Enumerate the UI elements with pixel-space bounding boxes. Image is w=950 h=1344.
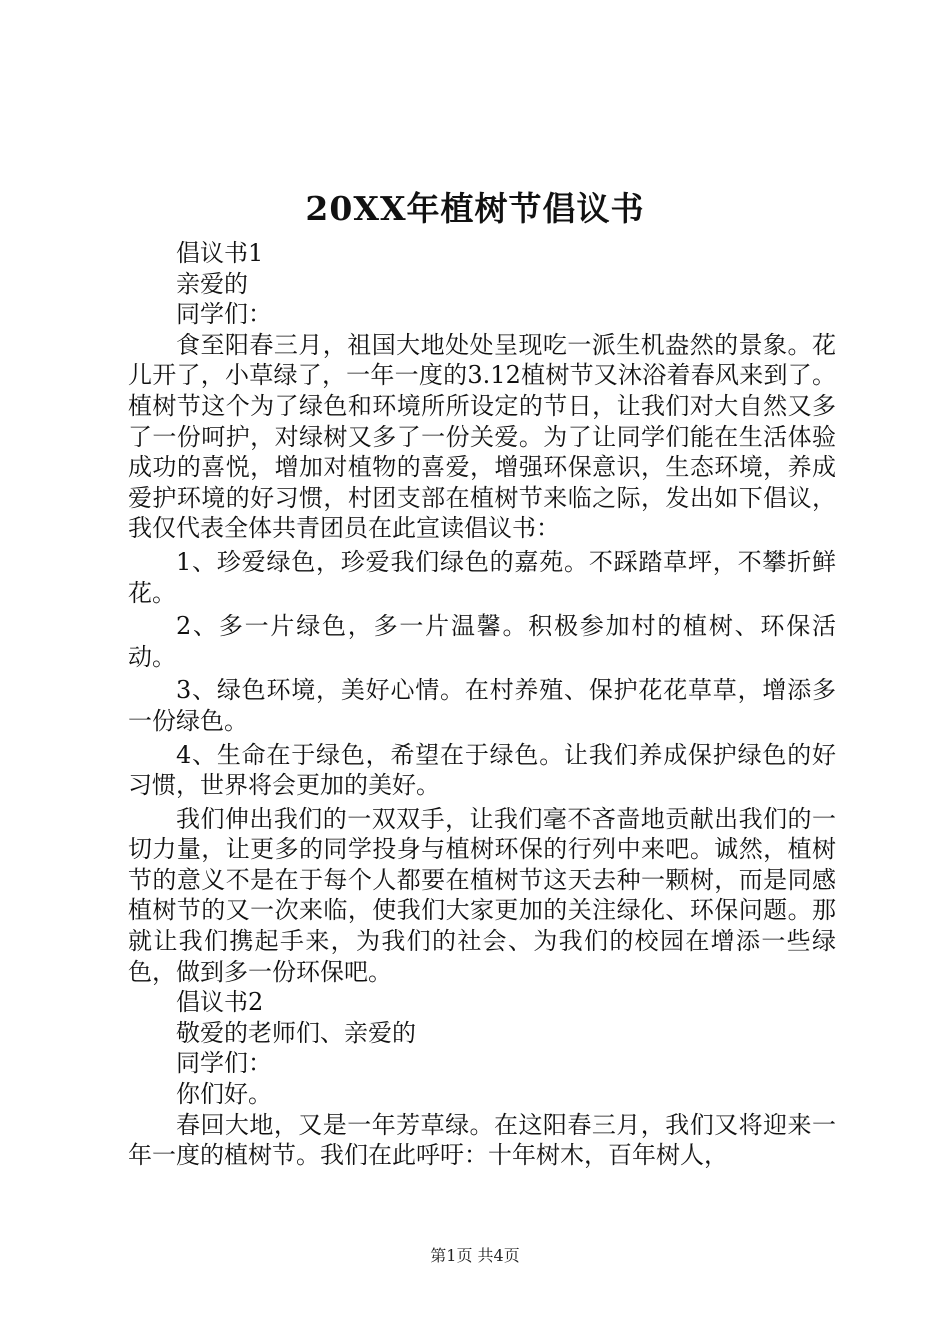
paragraph-body-2: 春回大地，又是一年芳草绿。在这阳春三月，我们又将迎来一年一度的植树节。我们在此呼吁：十年树木，百年树人，: [128, 1110, 836, 1170]
paragraph-salutation-1a: 亲爱的: [176, 269, 248, 298]
paragraph-item-4: 4、生命在于绿色，希望在于绿色。让我们养成保护绿色的好习惯，世界将会更加的美好。: [128, 740, 836, 800]
document-body: [128, 238, 836, 1171]
paragraph-salutation-2b: 同学们：: [176, 1049, 272, 1078]
document-title: 20XX年植树节倡议书: [305, 189, 645, 228]
paragraph-item-1: 1、珍爱绿色，珍爱我们绿色的嘉苑。不踩踏草坪，不攀折鲜花。: [128, 547, 836, 607]
paragraph-salutation-2a: 敬爱的老师们、亲爱的: [176, 1018, 416, 1047]
paragraph-greeting-2: 你们好。: [176, 1080, 272, 1109]
paragraph-salutation-1b: 同学们：: [176, 300, 272, 329]
paragraph-heading-1: 倡议书1: [176, 239, 264, 267]
paragraph-intro: 食至阳春三月，祖国大地处处呈现吃一派生机盎然的景象。花儿开了，小草绿了，一年一度的3.12植树节又沐浴着春风来到了。植树节这个为了绿色和环境所所设定的节日，让我们对大自然又多了一份呵护，对绿树又多了一份关爱。为了让同学们能在生活体验成功的喜悦，增加对植物的喜爱，增强环保意识，生态环境，养成爱护环境的好习惯，村团支部在植树节来临之际，发出如下倡议，我仅代表全体共青团员在此宣读倡议书：: [128, 330, 836, 543]
paragraph-heading-2: 倡议书2: [176, 988, 264, 1017]
paragraph-item-2: 2、多一片绿色，多一片温馨。积极参加村的植树、环保活动。: [128, 612, 836, 671]
page-footer: 第1页 共4页: [430, 1246, 520, 1265]
paragraph-item-3: 3、绿色环境，美好心情。在村养殖、保护花花草草，增添多一份绿色。: [128, 676, 836, 735]
paragraph-closing-1: 我们伸出我们的一双双手，让我们毫不吝啬地贡献出我们的一切力量，让更多的同学投身与植树环保的行列中来吧。诚然，植树节的意义不是在于每个人都要在植树节这天去种一颗树，而是同感植树节的又一次来临，使我们大家更加的关注绿化、环保问题。那就让我们携起手来，为我们的社会、为我们的校园在增添一些绿色，做到多一份环保吧。: [128, 804, 836, 986]
